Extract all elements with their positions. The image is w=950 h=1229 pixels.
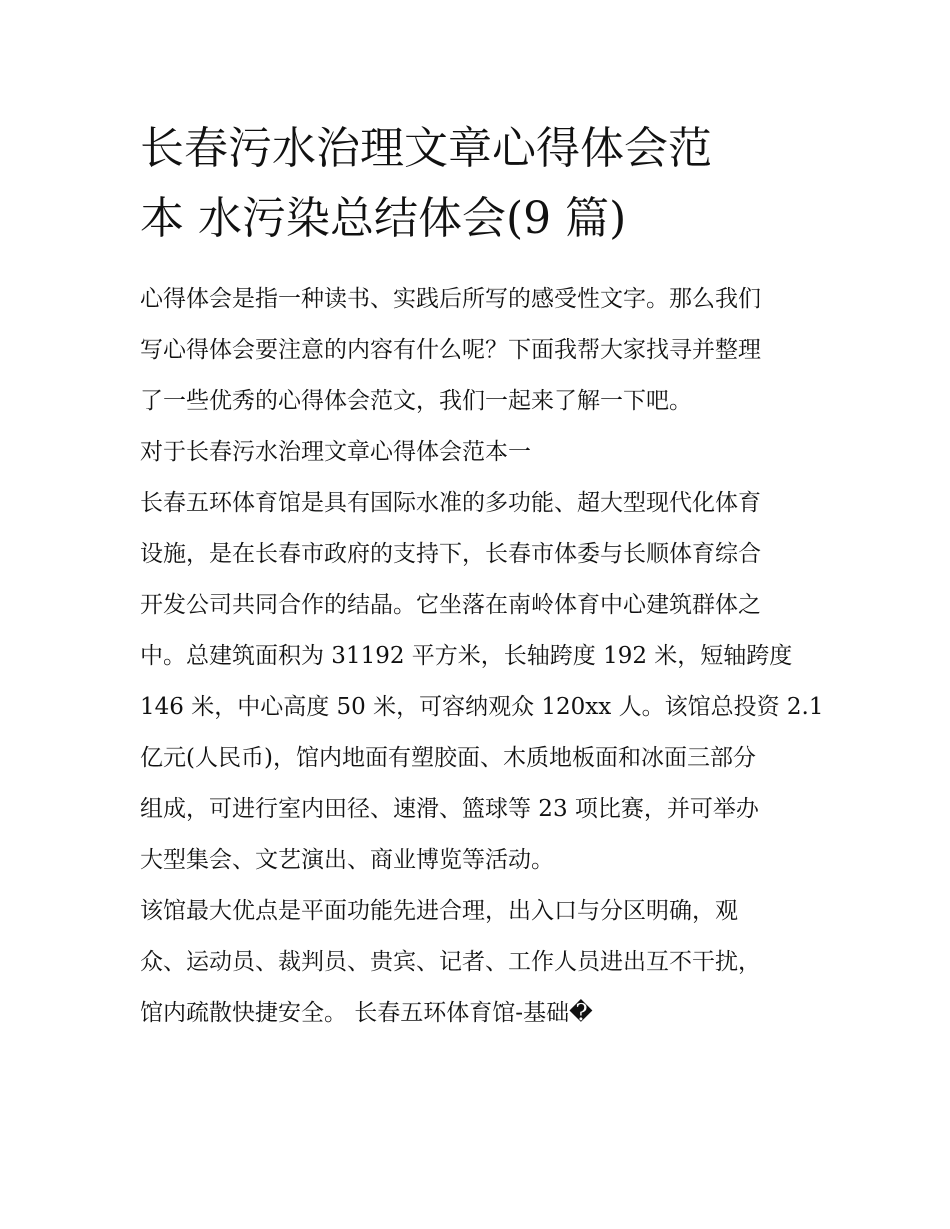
paragraph-line: 组成，可进行室内田径、速滑、篮球等 23 项比赛，并可举办 [140, 796, 759, 822]
paragraph-line: 开发公司共同合作的结晶。它坐落在南岭体育中心建筑群体之 [140, 592, 761, 618]
section-heading [140, 427, 812, 478]
paragraph-line: 设施，是在长春市政府的支持下，长春市体委与长顺体育综合 [140, 541, 761, 567]
section-heading-text: 对于长春污水治理文章心得体会范本一 [140, 439, 531, 465]
title-line-2: 本 水污染总结体会(9 篇) [140, 193, 627, 244]
paragraph-line: 亿元(人民币)，馆内地面有塑胶面、木质地板面和冰面三部分 [140, 745, 756, 771]
paragraph-line: 146 米，中心高度 50 米，可容纳观众 120xx 人。该馆总投资 2.1 [140, 694, 824, 720]
paragraph-line: 该馆最大优点是平面功能先进合理，出入口与分区明确，观 [140, 898, 738, 924]
gym-description-paragraph [140, 478, 824, 886]
document-content [140, 114, 824, 1039]
intro-paragraph [140, 274, 812, 427]
paragraph-line: 写心得体会要注意的内容有什么呢？下面我帮大家找寻并整理 [140, 337, 761, 363]
paragraph-line: 中。总建筑面积为 31192 平方米，长轴跨度 192 米，短轴跨度 [140, 643, 793, 669]
paragraph-line: 心得体会是指一种读书、实践后所写的感受性文字。那么我们 [140, 286, 761, 312]
paragraph-line: 了一些优秀的心得体会范文，我们一起来了解一下吧。 [140, 388, 692, 414]
paragraph-line: 大型集会、文艺演出、商业博览等活动。 [140, 847, 554, 873]
title-line-1: 长春污水治理文章心得体会范 [140, 123, 712, 174]
paragraph-line: 馆内疏散快捷安全。 长春五环体育馆-基础� [140, 1000, 593, 1026]
paragraph-line: 长春五环体育馆是具有国际水准的多功能、超大型现代化体育 [140, 490, 761, 516]
document-title [140, 114, 812, 254]
gym-advantages-paragraph [140, 886, 812, 1039]
document-body [140, 274, 824, 1039]
paragraph-line: 众、运动员、裁判员、贵宾、记者、工作人员进出互不干扰， [140, 949, 761, 975]
